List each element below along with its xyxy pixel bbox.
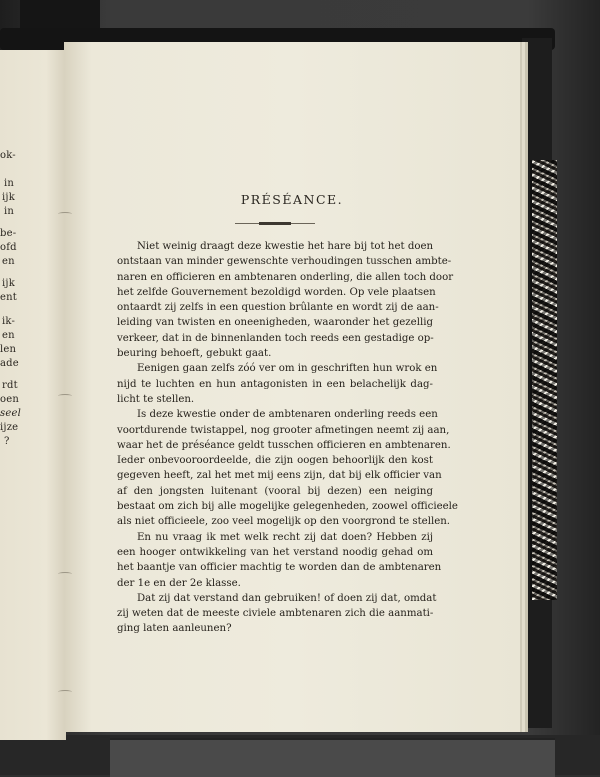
text-line: het baantje van officier machtig te worden dan de ambtenaren <box>117 562 442 574</box>
left-page-fragment: len <box>0 344 17 355</box>
spine-top <box>20 0 100 30</box>
text-line: een hooger ontwikkeling van het verstand noodig gehad om <box>117 546 433 558</box>
book-cover-bottom <box>110 738 555 777</box>
left-page-fragment: ent <box>0 292 17 303</box>
marbled-edge <box>530 160 557 600</box>
left-page-fragment: ? <box>4 436 10 447</box>
left-page-fragment: en <box>2 330 15 341</box>
text-line: der 1e en der 2e klasse. <box>117 577 241 589</box>
left-page-fragment: ade <box>0 358 19 369</box>
text-line: ontstaan van minder gewenschte verhoudingen tusschen ambte- <box>117 256 452 268</box>
text-line: voortdurende twistappel, nog grooter afmetingen neemt zij aan, <box>117 424 450 436</box>
text-line: leiding van twisten en oneenigheden, waaronder het gezellig <box>117 317 433 329</box>
left-page-fragment: ofd <box>0 242 17 253</box>
left-page-fragment: ijk <box>2 278 15 289</box>
text-line: Ieder onbevooroordeelde, die zijn oogen behoorlijk den kost <box>117 455 433 467</box>
binding-stitch <box>58 394 72 398</box>
text-line: waar het de préséance geldt tusschen officieren en ambtenaren. <box>117 439 451 451</box>
title-rule <box>235 223 315 224</box>
binding-stitch <box>58 690 72 694</box>
text-line: verkeer, dat in de binnenlanden toch reeds een gestadige op- <box>117 332 434 344</box>
text-line: zij weten dat de meeste civiele ambtenaren zich die aanmati- <box>117 608 434 620</box>
text-line: Niet weinig draagt deze kwestie het hare bij tot het doen <box>137 241 434 252</box>
left-page-fragment: in <box>4 206 15 217</box>
left-page-fragment: ijk <box>2 192 15 203</box>
text-line: nijd te luchten en hun antagonisten in een belachelijk dag- <box>117 378 433 390</box>
binding-stitch <box>58 212 72 216</box>
left-page-fragment: en <box>2 256 15 267</box>
text-line: En nu vraag ik met welk recht zij dat doen? Hebben zij <box>137 531 433 543</box>
left-page-fragment: be- <box>0 228 17 239</box>
left-page-fragment: ik- <box>2 316 16 327</box>
left-page <box>0 50 66 740</box>
text-line: Is deze kwestie onder de ambtenaren onderling reeds een <box>137 409 438 421</box>
left-page-fragment: ijze <box>0 422 19 433</box>
text-line: bestaat om zich bij alle mogelijke gelegenheden, zoowel officieele <box>117 501 458 513</box>
text-line: Eenigen gaan zelfs zóó ver om in geschriften hun wrok en <box>137 363 438 375</box>
text-line: ontaardt zij zelfs in een question brûlante en wordt zij de aan- <box>117 302 439 314</box>
left-page-fragment: in <box>4 178 15 189</box>
text-line: licht te stellen. <box>117 393 195 405</box>
text-line: ging laten aanleunen? <box>117 623 232 635</box>
text-line: als niet officieele, zoo veel mogelijk op den voorgrond te stellen. <box>117 516 451 528</box>
text-line: af den jongsten luitenant (vooral bij dezen) een neiging <box>117 485 433 497</box>
text-line: beuring behoeft, gebukt gaat. <box>117 348 272 360</box>
right-page <box>64 42 520 732</box>
text-line: naren en officieren en ambtenaren onderling, die allen toch door <box>117 271 454 283</box>
page-title: PRÉSÉANCE. <box>240 192 344 207</box>
text-line: het zelfde Gouvernement bezoldigd worden. Op vele plaatsen <box>117 286 436 298</box>
left-page-fragment: oen <box>0 394 19 405</box>
left-page-fragment: rdt <box>2 380 18 391</box>
text-line: Dat zij dat verstand dan gebruiken! of doen zij dat, omdat <box>137 592 437 604</box>
body-text <box>117 239 458 637</box>
binding-stitch <box>58 572 72 576</box>
left-page-fragment: ok- <box>0 150 16 161</box>
left-page-fragment: seel <box>0 408 21 419</box>
text-line: gegeven heeft, zal het met mij eens zijn, dat bij elk officier van <box>117 470 442 482</box>
